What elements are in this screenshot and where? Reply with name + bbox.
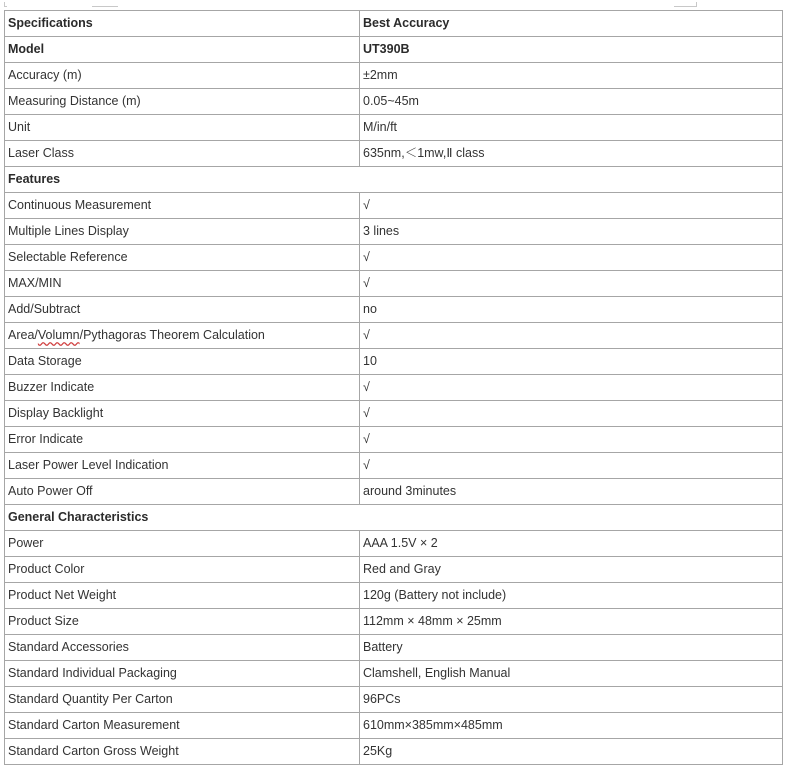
specifications-table xyxy=(4,10,783,765)
header-specifications: Specifications xyxy=(5,11,360,37)
feature-label: Auto Power Off xyxy=(5,479,360,505)
table-row xyxy=(5,297,783,323)
feature-label: Buzzer Indicate xyxy=(5,375,360,401)
table-row xyxy=(5,115,783,141)
feature-label: Laser Power Level Indication xyxy=(5,453,360,479)
feature-label: Add/Subtract xyxy=(5,297,360,323)
feature-value: 10 xyxy=(360,349,783,375)
table-row xyxy=(5,583,783,609)
table-row xyxy=(5,479,783,505)
feature-value: √ xyxy=(360,453,783,479)
table-row xyxy=(5,401,783,427)
spec-label: Laser Class xyxy=(5,141,360,167)
table-row xyxy=(5,375,783,401)
feature-value: 3 lines xyxy=(360,219,783,245)
section-title-features: Features xyxy=(5,167,783,193)
feature-value: √ xyxy=(360,271,783,297)
spec-label: Accuracy (m) xyxy=(5,63,360,89)
feature-label: Selectable Reference xyxy=(5,245,360,271)
table-row xyxy=(5,219,783,245)
table-header-row xyxy=(5,11,783,37)
feature-label: Error Indicate xyxy=(5,427,360,453)
table-row xyxy=(5,141,783,167)
table-row xyxy=(5,245,783,271)
table-row xyxy=(5,63,783,89)
general-value: AAA 1.5V × 2 xyxy=(360,531,783,557)
table-row xyxy=(5,323,783,349)
feature-value: around 3minutes xyxy=(360,479,783,505)
general-label: Standard Quantity Per Carton xyxy=(5,687,360,713)
general-value: 610mm×385mm×485mm xyxy=(360,713,783,739)
page-corner-mark-left xyxy=(4,2,7,7)
header-best-accuracy: Best Accuracy xyxy=(360,11,783,37)
label-part: /Pythagoras Theorem Calculation xyxy=(79,328,265,342)
general-value: 25Kg xyxy=(360,739,783,765)
table-row xyxy=(5,609,783,635)
table-row xyxy=(5,349,783,375)
spec-label: Measuring Distance (m) xyxy=(5,89,360,115)
feature-label: Continuous Measurement xyxy=(5,193,360,219)
spec-value: 635nm,＜1mw,Ⅱ class xyxy=(360,141,783,167)
general-label: Standard Carton Gross Weight xyxy=(5,739,360,765)
feature-value: √ xyxy=(360,401,783,427)
feature-value: √ xyxy=(360,245,783,271)
table-row xyxy=(5,713,783,739)
feature-value: √ xyxy=(360,375,783,401)
table-row xyxy=(5,635,783,661)
table-row xyxy=(5,193,783,219)
general-label: Standard Individual Packaging xyxy=(5,661,360,687)
table-row xyxy=(5,531,783,557)
table-row xyxy=(5,427,783,453)
section-row-features xyxy=(5,167,783,193)
spellcheck-word: Volumn xyxy=(37,328,80,342)
model-value: UT390B xyxy=(360,37,783,63)
page-corner-mark-right xyxy=(674,2,697,7)
feature-value: √ xyxy=(360,193,783,219)
model-label: Model xyxy=(5,37,360,63)
feature-label xyxy=(5,323,360,349)
label-part: Area/ xyxy=(8,328,38,342)
general-label: Power xyxy=(5,531,360,557)
feature-value: √ xyxy=(360,323,783,349)
general-label: Standard Accessories xyxy=(5,635,360,661)
general-label: Product Size xyxy=(5,609,360,635)
general-value: Battery xyxy=(360,635,783,661)
table-row xyxy=(5,557,783,583)
general-value: 112mm × 48mm × 25mm xyxy=(360,609,783,635)
table-row xyxy=(5,661,783,687)
spec-value: ±2mm xyxy=(360,63,783,89)
table-row xyxy=(5,687,783,713)
table-row xyxy=(5,89,783,115)
page-corner-mark-left-inner xyxy=(92,2,118,7)
general-value: 120g (Battery not include) xyxy=(360,583,783,609)
section-title-general: General Characteristics xyxy=(5,505,783,531)
model-row xyxy=(5,37,783,63)
general-value: Red and Gray xyxy=(360,557,783,583)
feature-label: Data Storage xyxy=(5,349,360,375)
spec-value: M/in/ft xyxy=(360,115,783,141)
table-row xyxy=(5,739,783,765)
general-value: Clamshell, English Manual xyxy=(360,661,783,687)
feature-label: MAX/MIN xyxy=(5,271,360,297)
general-label: Product Color xyxy=(5,557,360,583)
table-row xyxy=(5,453,783,479)
feature-value: √ xyxy=(360,427,783,453)
general-value: 96PCs xyxy=(360,687,783,713)
general-label: Standard Carton Measurement xyxy=(5,713,360,739)
general-label: Product Net Weight xyxy=(5,583,360,609)
feature-label: Display Backlight xyxy=(5,401,360,427)
table-row xyxy=(5,271,783,297)
spec-value: 0.05~45m xyxy=(360,89,783,115)
feature-value: no xyxy=(360,297,783,323)
spec-label: Unit xyxy=(5,115,360,141)
feature-label: Multiple Lines Display xyxy=(5,219,360,245)
section-row-general xyxy=(5,505,783,531)
